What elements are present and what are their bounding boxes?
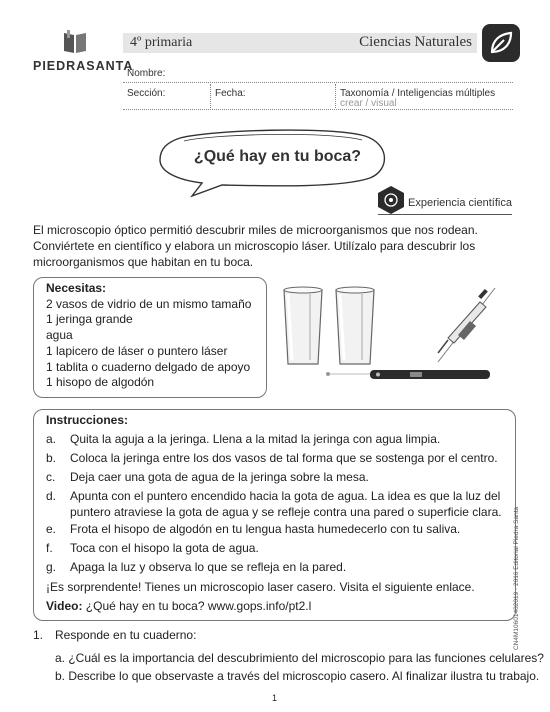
question-b: b. Describe lo que observaste a través del microscopio casero. Al finalizar ilustra tu trabajo. — [55, 669, 540, 683]
grade-label: 4º primaria — [130, 35, 193, 50]
glass-icon — [284, 287, 322, 364]
video-label: Video: — [46, 599, 83, 613]
date-field-label: Fecha: — [215, 88, 246, 99]
materials-heading: Necesitas: — [46, 281, 107, 295]
list-item: 1 hisopo de algodón — [46, 375, 155, 390]
page-number: 1 — [272, 693, 278, 703]
taxonomy-sub-label: crear / visual — [340, 98, 397, 109]
subject-label: Ciencias Naturales — [359, 34, 472, 50]
taxonomy-label: Taxonomía / Inteligencias múltiples — [340, 88, 496, 99]
section-underline — [378, 214, 512, 215]
video-link-line — [46, 599, 311, 613]
step-text: Toca con el hisopo la gota de agua. — [70, 541, 259, 555]
step-letter: f. — [46, 541, 53, 555]
list-item: 1 tablita o cuaderno delgado de apoyo — [46, 359, 251, 374]
page-title: ¿Qué hay en tu boca? — [193, 148, 362, 165]
laser-pointer-icon — [326, 370, 490, 379]
book-logo-icon — [62, 30, 88, 54]
header-bottom-line — [123, 109, 513, 110]
step-letter: c. — [46, 470, 56, 484]
step-text: Coloca la jeringa entre los dos vasos de tal forma que se sostenga por el centro. — [70, 451, 498, 465]
closing-text: ¡Es sorprendente! Tienes un microscopio laser casero. Visita el siguiente enlace. — [46, 580, 475, 594]
header-divider — [210, 84, 211, 108]
list-item: 1 jeringa grande — [46, 312, 133, 327]
instructions-heading: Instrucciones: — [46, 413, 129, 427]
section-label: Experiencia científica — [408, 197, 512, 209]
list-item: 1 lapicero de láser o puntero láser — [46, 343, 228, 358]
step-text: Quita la aguja a la jeringa. Llena a la mitad la jeringa con agua limpia. — [70, 432, 441, 446]
list-item: 2 vasos de vidrio de un mismo tamaño — [46, 296, 252, 311]
section-field-label: Sección: — [127, 88, 166, 99]
step-text: Frota el hisopo de algodón en tu lengua hasta humedecerlo con tu saliva. — [70, 522, 461, 536]
step-text: Deja caer una gota de agua de la jeringa sobre la mesa. — [70, 470, 369, 484]
step-letter: g. — [46, 560, 57, 574]
intro-paragraph: El microscopio óptico permitió descubrir miles de microorganismos que nos rodean. Conviértete en científico y elabora un microscopio láser. Utilízalo para descubrir los microorganismos que habitan en tu boca. — [33, 223, 478, 269]
header-divider — [335, 84, 336, 108]
video-link[interactable]: ¿Qué hay en tu boca? www.gops.info/pt2.l — [82, 599, 312, 613]
name-field-line — [123, 82, 513, 83]
side-note: CN4M10601402019 · 2016 Editorial Piedra Santa — [513, 506, 520, 650]
glass-icon — [336, 287, 374, 364]
materials-list — [46, 281, 251, 391]
atom-hexagon-icon — [378, 186, 404, 214]
leaf-icon — [482, 24, 520, 62]
step-letter: b. — [46, 451, 57, 465]
list-item: agua — [46, 328, 73, 343]
step-letter: d. — [46, 489, 57, 503]
step-text: Apunta con el puntero encendido hacia la gota de agua. La idea es que la luz del puntero atraviese la gota de agua y se refleje contra una pared o superficie clara. — [70, 489, 502, 519]
name-field-label: Nombre: — [127, 68, 166, 79]
step-letter: e. — [46, 522, 57, 536]
step-text: Apaga la luz y observa lo que se refleja en la pared. — [70, 560, 347, 574]
question-number: 1. — [33, 628, 44, 642]
brand-logo: PIEDRASANTA — [33, 59, 134, 73]
question-a: a. ¿Cuál es la importancia del descubrimiento del microscopio para las funciones celulares? — [55, 651, 544, 665]
experiment-illustration — [270, 280, 500, 390]
step-letter: a. — [46, 432, 57, 446]
syringe-icon — [438, 288, 495, 362]
question-prompt: Responde en tu cuaderno: — [55, 628, 197, 642]
